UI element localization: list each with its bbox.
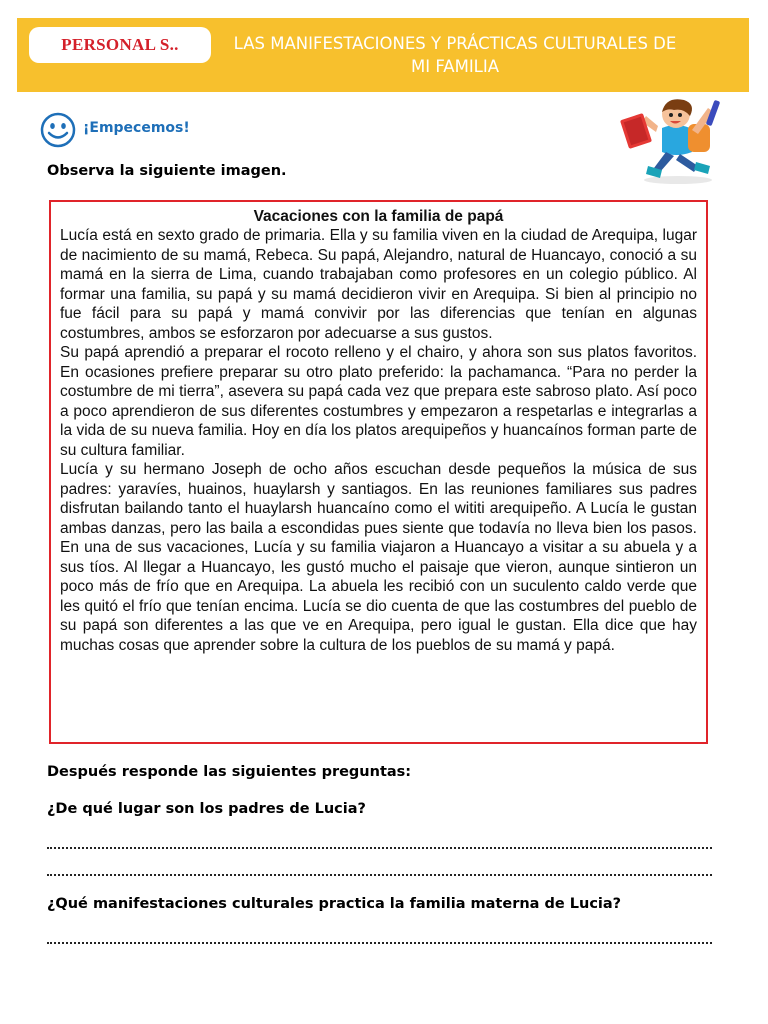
question-2: ¿Qué manifestaciones culturales practica la familia materna de Lucia? [47, 896, 622, 912]
answer-line[interactable] [47, 864, 712, 876]
answer-line[interactable] [47, 932, 712, 944]
page-title [222, 32, 688, 78]
student-running-illustration [618, 96, 736, 186]
answer-line[interactable] [47, 837, 712, 849]
page-title-line-2: MI FAMILIA [410, 57, 500, 76]
smiley-icon [40, 112, 76, 148]
questions-heading: Después responde las siguientes preguntas: [47, 764, 412, 780]
story-box [49, 200, 708, 744]
instruction-text: Observa la siguiente imagen. [47, 163, 287, 179]
brand-label: PERSONAL S.. [29, 27, 211, 63]
story-title: Vacaciones con la familia de papá [253, 208, 504, 225]
question-1: ¿De qué lugar son los padres de Lucia? [47, 801, 366, 817]
start-label: ¡Empecemos! [83, 120, 190, 136]
story-paragraph-3: Lucía y su hermano Joseph de ocho años escuchan desde pequeños la música de sus padres: yaravíes, huainos, huaylarsh y santiagos. En las reuniones familiares sus padres disfrutan bailando tanto el huaylarsh huancaíno como el wititi arequipeño. A Lucía le gustan ambas danzas, pero las baila a escondidas pues siente que todavía no lleva bien los pasos. En una de sus vacaciones, Lucía y su familia viajaron a Huancayo a visitar a su abuela y a sus tíos. Al llegar a Huancayo, les gustó mucho el paisaje que vieron, aunque sintieron un poco más de frío que en Arequipa. La abuela les recibió con un suculento caldo verde que les quitó el frío que tenían encima. Lucía se dio cuenta de que las costumbres del pueblo de su papá son diferentes a las que ve en Arequipa, pero igual le gustan. Ella dice que hay muchas cosas que aprender sobre la cultura de los pueblos de su mamá y papá. [60, 461, 697, 654]
story-paragraph-2: Su papá aprendió a preparar el rocoto relleno y el chairo, y ahora son sus platos favoritos. En ocasiones prefiere preparar su otro plato preferido: la pachamanca. “Para no perder la costumbre de mi tierra”, asevera su papá cada vez que prepara este sabroso plato. Así poco a poco aprendieron de sus diferentes costumbres y empezaron a respetarlas e integrarlas a la vida de su nueva familia. Hoy en día los platos arequipeños y huancaínos forman parte de su cultura familiar. [60, 344, 697, 459]
page-title-line-1: LAS MANIFESTACIONES Y PRÁCTICAS CULTURALES DE [233, 34, 677, 53]
story-paragraph-1: Lucía está en sexto grado de primaria. Ella y su familia viven en la ciudad de Arequipa, lugar de nacimiento de su mamá, Rebeca. Su papá, Alejandro, natural de Huancayo, conoció a su mamá en la sierra de Lima, cuando trabajaban como profesores en un colegio público. Al formar una familia, su papá y su mamá decidieron vivir en Arequipa. Si bien al principio no fue fácil para su papá y mamá convivir por las diferencias que tenían en algunas costumbres, ambos se esforzaron por adecuarse a sus gustos. [60, 227, 697, 342]
